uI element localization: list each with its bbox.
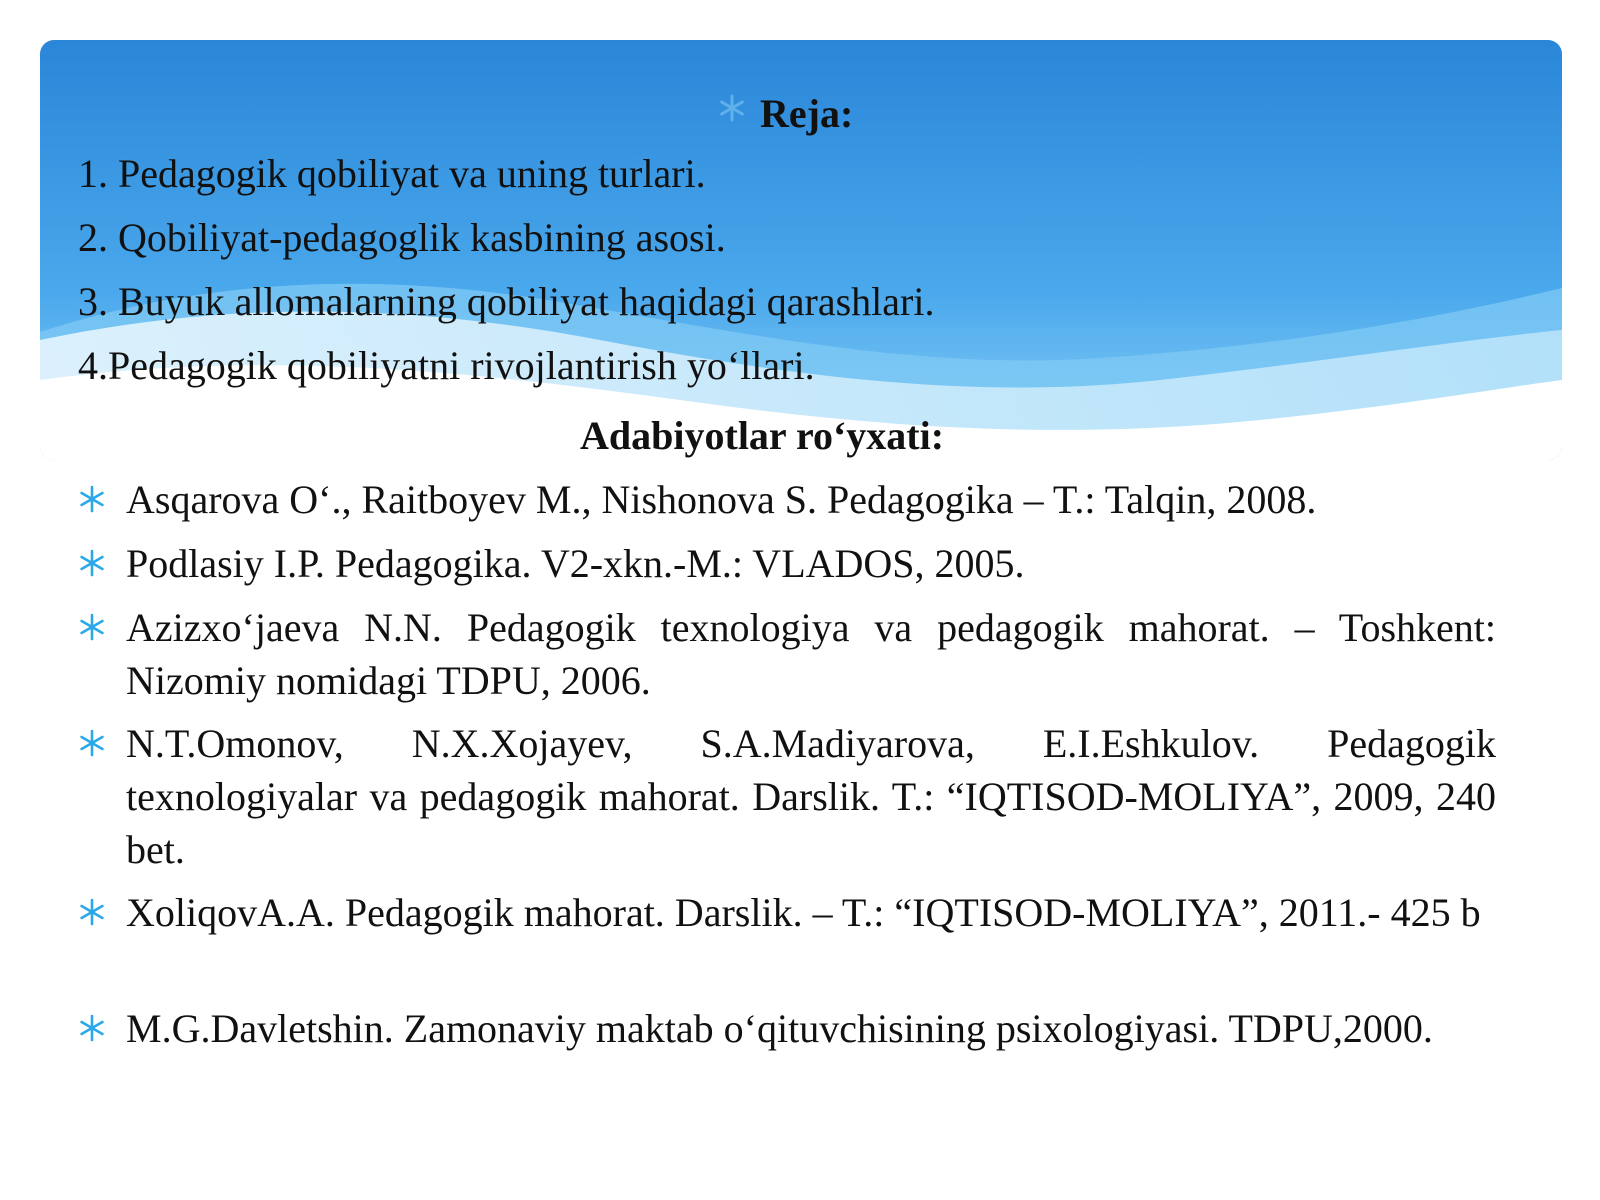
asterisk-star-icon (78, 898, 106, 926)
plan-item-2: 2. Qobiliyat-pedagoglik kasbining asosi. (78, 215, 726, 260)
literature-title: Adabiyotlar ro‘yxati: (580, 413, 945, 458)
plan-item-3: 3. Buyuk allomalarning qobiliyat haqidagi qarashlari. (78, 279, 935, 324)
literature-item-text: XoliqovA.A. Pedagogik mahorat. Darslik. – T.: “IQTISOD-MOLIYA”, 2011.- 425 b (126, 890, 1481, 935)
asterisk-star-icon (78, 549, 106, 577)
plan-title-text: Reja: (760, 91, 854, 136)
literature-item-1 (126, 473, 1496, 526)
literature-item-6 (126, 1002, 1496, 1055)
literature-item-2 (126, 537, 1496, 590)
literature-item-text: Asqarova O‘., Raitboyev M., Nishonova S. Pedagogika – T.: Talqin, 2008. (126, 477, 1317, 522)
literature-item-text: M.G.Davletshin. Zamonaviy maktab o‘qituvchisining psixologiyasi. TDPU,2000. (126, 1006, 1433, 1051)
asterisk-star-icon (78, 485, 106, 513)
literature-item-text: N.T.Omonov, N.X.Xojayev, S.A.Madiyarova, E.I.Eshkulov. Pedagogik texnologiyalar va pedagogik mahorat. Darslik. T.: “IQTISOD-MOLIYA”, 2009, 240 bet. (126, 721, 1496, 872)
literature-item-text: Podlasiy I.P. Pedagogika. V2-xkn.-M.: VLADOS, 2005. (126, 541, 1025, 586)
literature-item-3 (126, 601, 1496, 707)
asterisk-star-icon (78, 729, 106, 757)
plan-item-1: 1. Pedagogik qobiliyat va uning turlari. (78, 151, 706, 196)
star-icon (716, 92, 748, 124)
literature-item-4 (126, 717, 1496, 876)
plan-item-4: 4.Pedagogik qobiliyatni rivojlantirish yo‘llari. (78, 343, 815, 388)
asterisk-star-icon (78, 613, 106, 641)
plan-title (760, 90, 853, 138)
literature-item-5 (126, 886, 1496, 939)
literature-item-text: Azizxo‘jaeva N.N. Pedagogik texnologiya va pedagogik mahorat. – Toshkent: Nizomiy nomidagi TDPU, 2006. (126, 605, 1496, 703)
asterisk-star-icon (78, 1014, 106, 1042)
